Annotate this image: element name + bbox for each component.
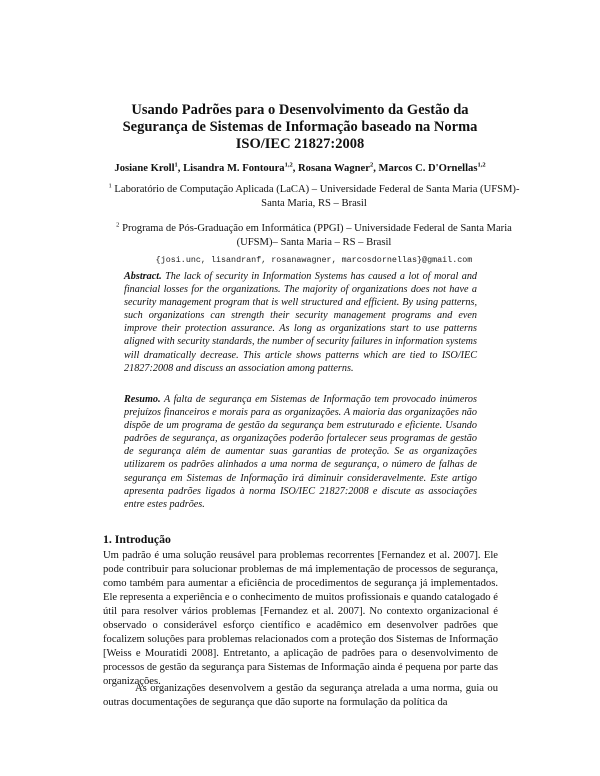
body-paragraph: Um padrão é uma solução reusável para problemas recorrentes [Fernandez et al. 2007]. Ele pode contribuir para solucionar problemas de má implementação de processos de segurança, como também para aumentar a eficiência de procedimentos de segurança já implementados. Ele representa a experiência e o conhecimento de muitos profissionais e quando catalogado é útil para resolver vários problemas [Fernandez et al. 2007]. No contexto organizacional é observado o considerável esforço científico e acadêmico em desenvolver padrões que focalizem soluções para problemas relacionados com a proteção dos Sistemas de Informação [Weiss e Mouratidi 2008]. Entretanto, a aplicação de padrões para o desenvolvimento de processos de gestão da segurança para Sistemas de Informação ainda é pequena por parte das organizações. <box>103 550 498 687</box>
affiliation-text: Laboratório de Computação Aplicada (LaCA) – Universidade Federal de Santa Maria (UFSM)- Santa Maria, RS – Brasil <box>114 184 520 209</box>
resumo-label: Resumo. <box>124 394 161 405</box>
resumo-text: A falta de segurança em Sistemas de Informação tem provocado inúmeros prejuízos financeiros e morais para as organizações. A maioria das organizações não dispõe de um programa de gestão da segurança bem estruturado e eficiente. Usando padrões de segurança, as organizações poderão fortalecer seus programas de gestão de segurança além de aumentar suas garantias de proteção. Se as organizações utilizarem os padrões alinhados a uma norma de segurança, o número de falhas de segurança em Sistemas de Informação irá diminuir consideravelmente. Este artigo apresenta padrões ligados à norma ISO/IEC 21827:2008 e discute as associações entre estes padrões. <box>124 394 477 510</box>
author: Lisandra M. Fontoura$^{1,2}$, <box>183 161 299 174</box>
author-affiliation-marker: 1,2 <box>477 161 486 169</box>
abstract <box>124 270 477 375</box>
paper-title: Usando Padrões para o Desenvolvimento da Gestão da Segurança de Sistemas de Informação baseado na Norma ISO/IEC 21827:2008 <box>122 102 478 152</box>
abstract-text: The lack of security in Information Systems has caused a lot of moral and financial losses for the organizations. The majority of organizations does not have a security management program that is well structured and efficient. By using patterns, such organizations can strength their security management programs and even improve their protection assurance. As long as organizations start to use patterns aligned with security standards, the number of security failures in information systems will dramatically decrease. This article shows patterns which are tied to ISO/IEC 21827:2008 and discuss an association among patterns. <box>124 271 478 374</box>
author-affiliation-marker: 1 <box>174 161 178 169</box>
resumo <box>124 393 477 511</box>
body-paragraph: As organizações desenvolvem a gestão da segurança atrelada a uma norma, guia ou outras documentações de segurança que dão suporte na formulação da política da <box>103 683 498 708</box>
abstract-label: Abstract. <box>124 271 162 282</box>
affiliation-marker: 1 <box>108 182 112 190</box>
author-emails: {josi.unc, lisandranf, rosanawagner, marcosdornellas}@gmail.com <box>155 255 473 265</box>
affiliation-1 <box>100 183 528 210</box>
author: Marcos C. D'Ornellas$^{1,2}$ <box>378 161 486 174</box>
author-affiliation-marker: 1,2 <box>284 161 293 169</box>
author-list <box>60 162 540 175</box>
affiliation-marker: 2 <box>116 221 120 229</box>
author-affiliation-marker: 2 <box>369 161 374 169</box>
author: Rosana Wagner$^2$, <box>298 161 379 174</box>
section-heading: 1. Introdução <box>103 532 171 546</box>
affiliation-2 <box>100 222 528 249</box>
affiliation-text: Programa de Pós-Graduação em Informática (PPGI) – Universidade Federal de Santa Maria (UFSM)– Santa Maria – RS – Brasil <box>122 223 512 248</box>
author: Josiane Kroll$^1$, <box>114 161 184 174</box>
